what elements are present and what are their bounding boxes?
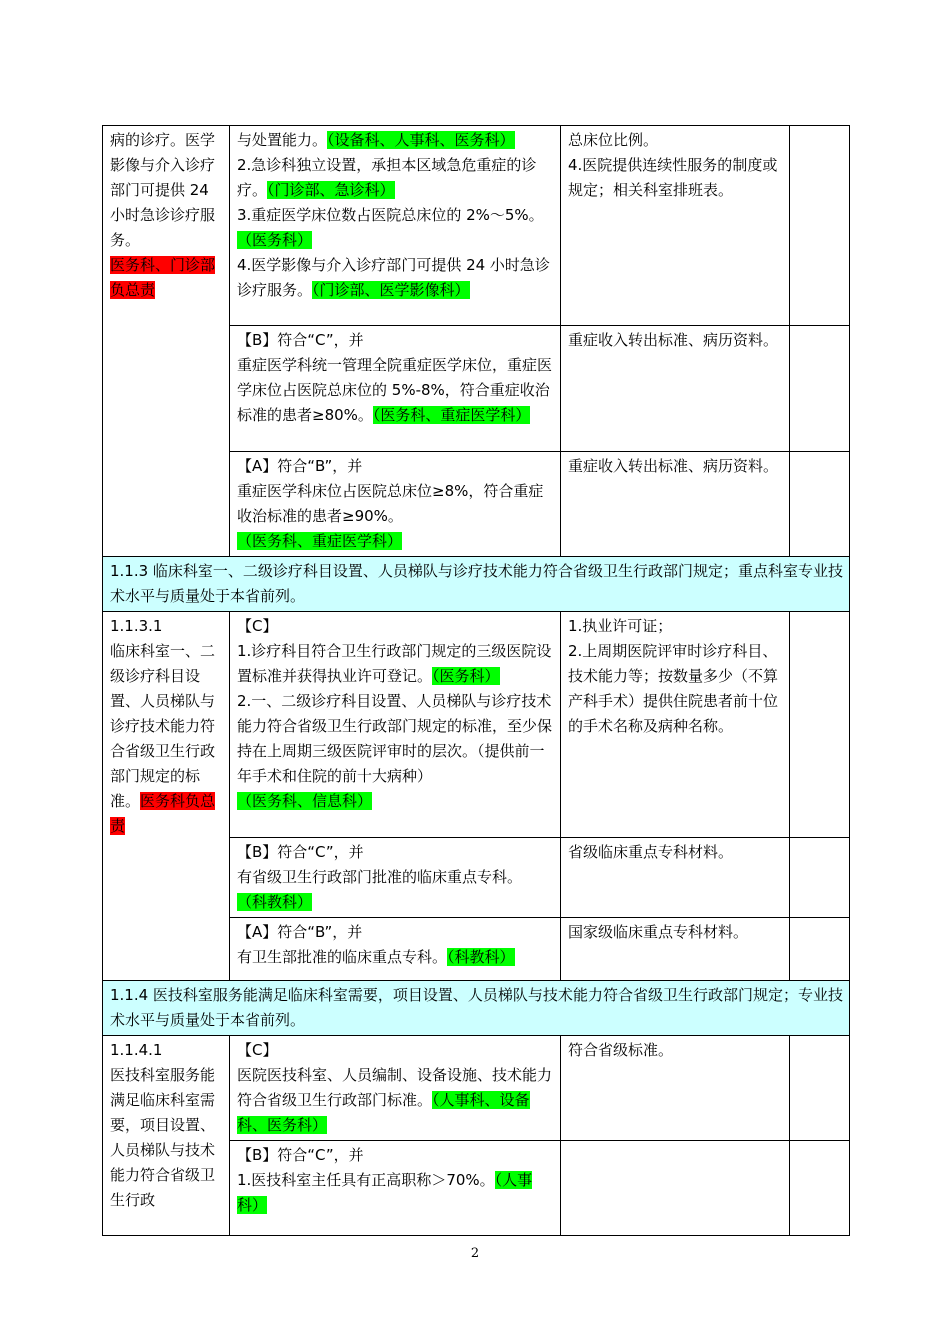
department-tag: （医务科） — [237, 231, 313, 249]
evidence-cell — [561, 126, 790, 326]
criteria-text: 与处置能力。 — [237, 131, 328, 149]
notes-cell — [790, 1036, 850, 1141]
notes-cell — [790, 838, 850, 918]
notes-cell — [790, 918, 850, 981]
criteria-text: 2.一、二级诊疗科目设置、人员梯队与诊疗技术能力符合省级卫生行政部门规定的标准，至少保持在上周期三级医院评审时的层次。（提供前一年手术和住院的前十大病种） — [237, 692, 553, 785]
criteria-text: 有省级卫生行政部门批准的临床重点专科。 — [237, 868, 523, 886]
evidence-text: 重症收入转出标准、病历资料。 — [568, 331, 779, 349]
department-tag: （医务科、重症医学科） — [372, 406, 531, 424]
evidence-text: 2.上周期医院评审时诊疗科目、技术能力等；按数量多少（不算产科手术）提供住院患者前十位的手术名称及病种名称。 — [568, 642, 779, 735]
table-row — [103, 1036, 850, 1141]
grade-heading: 【A】符合“B”，并 — [237, 923, 363, 941]
department-tag: （科教科） — [447, 948, 515, 966]
item-description: 病的诊疗。医学影像与介入诊疗部门可提供 24 小时急诊诊疗服务。 — [110, 131, 216, 249]
criteria-c-cell — [230, 1036, 561, 1141]
notes-cell — [790, 326, 850, 452]
notes-cell — [790, 452, 850, 557]
notes-cell — [790, 1141, 850, 1236]
evidence-text: 符合省级标准。 — [568, 1041, 674, 1059]
notes-cell — [790, 612, 850, 838]
evidence-text: 国家级临床重点专科材料。 — [568, 923, 749, 941]
responsible-department: 医务科、门诊部负总责 — [110, 256, 216, 299]
criteria-b-cell — [230, 326, 561, 452]
department-tag: （门诊部、急诊科） — [267, 181, 395, 199]
grade-heading: 【C】 — [237, 617, 278, 635]
criteria-c-cell — [230, 126, 561, 326]
evidence-cell — [561, 838, 790, 918]
criteria-text: 2.急诊科独立设置，承担本区域急危重症的诊疗。 — [237, 156, 537, 199]
grade-heading: 【C】 — [237, 1041, 278, 1059]
department-tag: （人事科、设备科、医务科） — [237, 1091, 530, 1134]
department-tag: （医务科） — [432, 667, 500, 685]
item-code: 1.1.4.1 — [110, 1041, 163, 1059]
evidence-cell — [561, 452, 790, 557]
criteria-text: 3.重症医学床位数占医院总床位的 2%～5%。 — [237, 206, 544, 224]
grade-heading: 【A】符合“B”，并 — [237, 457, 363, 475]
criteria-text: 医院医技科室、人员编制、设备设施、技术能力符合省级卫生行政部门标准。 — [237, 1066, 553, 1109]
page-number: 2 — [470, 1246, 480, 1261]
section-row — [103, 557, 850, 612]
item-description: 医技科室服务能满足临床科室需要，项目设置、人员梯队与技术能力符合省级卫生行政 — [110, 1066, 216, 1209]
responsible-department: 医务科负总责 — [110, 792, 216, 835]
department-tag: （科教科） — [237, 893, 313, 911]
criteria-text: 重症医学科床位占医院总床位≥8%，符合重症收治标准的患者≥90%。 — [237, 482, 544, 525]
grade-heading: 【B】符合“C”，并 — [237, 331, 364, 349]
evidence-text: 省级临床重点专科材料。 — [568, 843, 734, 861]
department-tag: （设备科、人事科、医务科） — [327, 131, 515, 149]
evidence-text: 1.执业许可证； — [568, 617, 673, 635]
criteria-text: 1.医技科室主任具有正高职称＞70%。 — [237, 1171, 495, 1189]
criteria-b-cell — [230, 838, 561, 918]
department-tag: （医务科、信息科） — [237, 792, 373, 810]
grade-heading: 【B】符合“C”，并 — [237, 1146, 364, 1164]
department-tag: （门诊部、医学影像科） — [312, 281, 470, 299]
criteria-a-cell — [230, 918, 561, 981]
criteria-b-cell — [230, 1141, 561, 1236]
table-row — [103, 612, 850, 838]
evidence-text: 重症收入转出标准、病历资料。 — [568, 457, 779, 475]
item-description-cell — [103, 126, 230, 557]
evidence-cell — [561, 326, 790, 452]
section-row — [103, 981, 850, 1036]
table-row — [103, 126, 850, 326]
item-description: 临床科室一、二级诊疗科目设置、人员梯队与诊疗技术能力符合省级卫生行政部门规定的标准。 — [110, 642, 216, 810]
evidence-cell — [561, 918, 790, 981]
section-heading-1-1-3: 1.1.3 临床科室一、二级诊疗科目设置、人员梯队与诊疗技术能力符合省级卫生行政部门规定；重点科室专业技术水平与质量处于本省前列。 — [103, 557, 850, 612]
section-heading-1-1-4: 1.1.4 医技科室服务能满足临床科室需要，项目设置、人员梯队与技术能力符合省级卫生行政部门规定；专业技术水平与质量处于本省前列。 — [103, 981, 850, 1036]
grade-heading: 【B】符合“C”，并 — [237, 843, 364, 861]
evidence-text: 总床位比例。 — [568, 131, 659, 149]
item-description-cell — [103, 612, 230, 981]
item-description-cell — [103, 1036, 230, 1236]
criteria-text: 4.医学影像与介入诊疗部门可提供 24 小时急诊诊疗服务。 — [237, 256, 550, 299]
item-code: 1.1.3.1 — [110, 617, 163, 635]
department-tag: （医务科、重症医学科） — [237, 532, 403, 550]
criteria-text: 重症医学科统一管理全院重症医学床位，重症医学床位占医院总床位的 5%-8%，符合重症收治标准的患者≥80%。 — [237, 356, 553, 424]
department-tag: （人事科） — [237, 1171, 533, 1214]
evidence-cell — [561, 612, 790, 838]
notes-cell — [790, 126, 850, 326]
standards-table — [102, 125, 850, 1236]
criteria-text: 1.诊疗科目符合卫生行政部门规定的三级医院设置标准并获得执业许可登记。 — [237, 642, 552, 685]
criteria-text: 有卫生部批准的临床重点专科。 — [237, 948, 448, 966]
evidence-cell — [561, 1141, 790, 1236]
evidence-text: 4.医院提供连续性服务的制度或规定；相关科室排班表。 — [568, 156, 778, 199]
criteria-a-cell — [230, 452, 561, 557]
criteria-c-cell — [230, 612, 561, 838]
evidence-cell — [561, 1036, 790, 1141]
